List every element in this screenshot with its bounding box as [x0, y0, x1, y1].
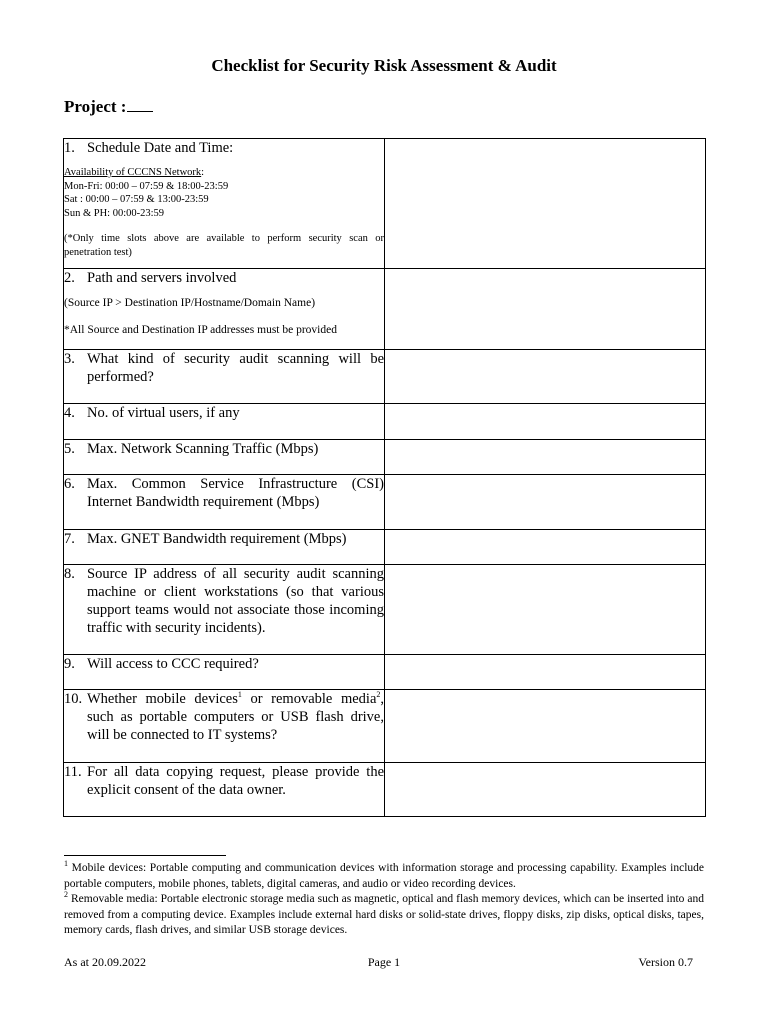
item-number: 2.: [64, 270, 75, 286]
item-number: 5.: [64, 441, 75, 457]
table-row: [64, 655, 706, 690]
table-row: [64, 350, 706, 404]
footnote: [64, 892, 704, 939]
project-blank-line[interactable]: [127, 97, 153, 112]
item-text-part: Whether mobile devices: [87, 691, 238, 707]
item-text: Max. Common Service Infrastructure (CSI) Internet Bandwidth requirement (Mbps): [87, 476, 384, 510]
table-row: [64, 139, 706, 269]
answer-cell[interactable]: [385, 139, 706, 269]
question-cell: [64, 269, 385, 350]
item-text: Path and servers involved: [87, 270, 237, 286]
footer-version: Version 0.7: [638, 955, 693, 969]
item-text: What kind of security audit scanning will be performed?: [87, 351, 384, 385]
item-number: 8.: [64, 566, 75, 582]
item-number: 1.: [64, 140, 75, 156]
item-text: Max. GNET Bandwidth requirement (Mbps): [87, 531, 347, 547]
footer-page-number: Page 1: [367, 955, 401, 969]
item-subtext: (Source IP > Destination IP/Hostname/Domain Name): [64, 297, 316, 309]
table-row: [64, 530, 706, 565]
table-row: [64, 269, 706, 350]
footnote-mark: 2: [64, 890, 68, 900]
availability-colon: :: [201, 167, 205, 178]
item-number: 9.: [64, 656, 75, 672]
table-row: [64, 475, 706, 530]
availability-line: Sun & PH: 00:00-23:59: [64, 207, 165, 219]
item-number: 10.: [64, 691, 83, 707]
footnote-ref[interactable]: 2: [376, 690, 381, 700]
table-row: [64, 565, 706, 655]
footnote: [64, 861, 704, 892]
checklist-table: [63, 138, 706, 817]
answer-cell[interactable]: [385, 440, 706, 475]
item-text: [87, 690, 384, 744]
project-label-text: Project :: [64, 97, 127, 116]
project-label: [64, 97, 153, 117]
item-note: *All Source and Destination IP addresses must be provided: [64, 324, 337, 336]
item-number: 3.: [64, 351, 75, 367]
question-cell: [64, 350, 385, 404]
table-row: [64, 404, 706, 440]
answer-cell[interactable]: [385, 475, 706, 530]
answer-cell[interactable]: [385, 655, 706, 690]
table-row: [64, 440, 706, 475]
answer-cell[interactable]: [385, 565, 706, 655]
item-text-part: or removable media: [241, 691, 377, 707]
question-cell: [64, 763, 385, 817]
availability-line: Mon-Fri: 00:00 – 07:59 & 18:00-23:59: [64, 180, 229, 192]
item-text: Will access to CCC required?: [87, 656, 259, 672]
table-row: [64, 690, 706, 763]
answer-cell[interactable]: [385, 763, 706, 817]
footnote-mark: 1: [64, 859, 68, 869]
answer-cell[interactable]: [385, 350, 706, 404]
document-title: Checklist for Security Risk Assessment & Audit: [211, 56, 557, 75]
item-number: 4.: [64, 405, 75, 421]
item-text: Max. Network Scanning Traffic (Mbps): [87, 441, 319, 457]
answer-cell[interactable]: [385, 690, 706, 763]
answer-cell[interactable]: [385, 269, 706, 350]
question-cell: [64, 475, 385, 530]
footnote-ref[interactable]: 1: [237, 690, 242, 700]
footnotes: [64, 861, 704, 939]
item-text: No. of virtual users, if any: [87, 405, 240, 421]
item-text: For all data copying request, please provide the explicit consent of the data owner.: [87, 764, 384, 798]
question-cell: [64, 440, 385, 475]
item-number: 6.: [64, 476, 75, 492]
question-cell: [64, 139, 385, 269]
item-number: 11.: [64, 764, 82, 780]
footnote-separator: [64, 855, 226, 856]
answer-cell[interactable]: [385, 404, 706, 440]
item-text-part: , such as portable computers or USB flash drive, will be connected to IT systems?: [87, 691, 385, 743]
answer-cell[interactable]: [385, 530, 706, 565]
question-cell: [64, 530, 385, 565]
question-cell: [64, 690, 385, 763]
question-cell: [64, 655, 385, 690]
item-note: (*Only time slots above are available to perform security scan or penetration test): [64, 233, 384, 258]
item-number: 7.: [64, 531, 75, 547]
availability-heading: Availability of CCCNS Network: [64, 167, 202, 178]
item-text: Schedule Date and Time:: [87, 140, 234, 156]
table-row: [64, 763, 706, 817]
footnote-text: Mobile devices: Portable computing and communication devices with information storage and processing capability. Examples include portable computers, mobile phones, tablets, digital cameras, and audio or video recording devices.: [64, 862, 704, 890]
footnote-text: Removable media: Portable electronic storage media such as magnetic, optical and flash memory devices, which can be inserted into and removed from a computing device. Examples include external hard disks or solid-state drives, floppy disks, zip disks, optical disks, tapes, memory cards, flash drives, and similar USB storage devices.: [64, 893, 704, 936]
availability-line: Sat : 00:00 – 07:59 & 13:00-23:59: [64, 194, 209, 205]
question-cell: [64, 565, 385, 655]
item-text: Source IP address of all security audit scanning machine or client workstations (so that various support teams would not associate those incoming traffic with security incidents).: [87, 566, 384, 636]
footer-date: As at 20.09.2022: [64, 955, 146, 969]
question-cell: [64, 404, 385, 440]
